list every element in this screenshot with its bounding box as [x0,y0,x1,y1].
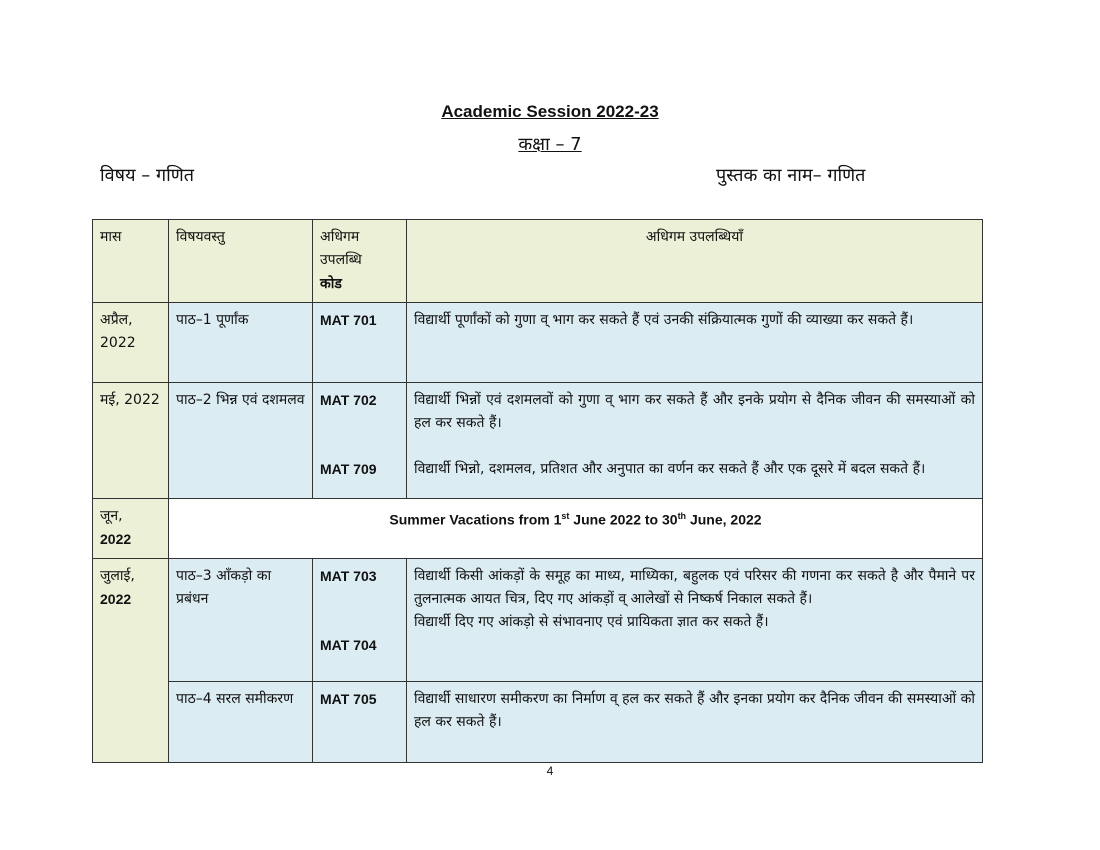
page-number: 4 [546,764,554,778]
code-value: MAT 703 [320,568,377,584]
month-cell: मई, 2022 [93,383,169,499]
month-year: 2022 [100,335,136,351]
content-cell: पाठ–3 आँकड़ो का प्रबंधन [169,559,313,682]
content-cell: पाठ–4 सरल समीकरण [169,682,313,763]
table-row [93,682,983,763]
month-cell [93,559,169,763]
outcome-cell: विद्यार्थी साधारण समीकरण का निर्माण व् हल कर सकते हैं और इनका प्रयोग कर दैनिक जीवन की समस्याओं को हल कर सकते हैं। [407,682,983,763]
table-row [93,383,983,499]
month-name: जुलाई, [100,568,135,584]
content-cell: पाठ–1 पूर्णांक [169,303,313,383]
header-code [313,220,407,303]
table-row [93,303,983,383]
header-code-line1: अधिगम [320,229,360,245]
header-code-line3: कोड [320,275,342,291]
code-value: MAT 709 [320,461,377,477]
month-cell [93,303,169,383]
content-cell: पाठ–2 भिन्न एवं दशमलव [169,383,313,499]
table-row [93,559,983,682]
code-cell: MAT 705 [313,682,407,763]
outcome-text: विद्यार्थी भिन्नो, दशमलव, प्रतिशत और अनुपात का वर्णन कर सकते हैं और एक दूसरे में बदल सकते हैं। [414,461,926,477]
code-cell [313,559,407,682]
syllabus-table [92,219,983,763]
header-code-line2: उपलब्धि [320,252,362,268]
outcome-cell: विद्यार्थी पूर्णांकों को गुणा व् भाग कर सकते हैं एवं उनकी संक्रियात्मक गुणों की व्याख्या कर सकते हैं। [407,303,983,383]
header-month: मास [93,220,169,303]
table-header-row [93,220,983,303]
summer-vacation-notice: Summer Vacations from 1st June 2022 to 30th June, 2022 [169,499,983,559]
month-name: जून, [100,508,123,524]
header-outcomes: अधिगम उपलब्धियाँ [407,220,983,303]
month-name: अप्रैल, [100,312,133,328]
code-cell: MAT 701 [313,303,407,383]
subject-label: विषय – गणित [100,165,195,186]
table-row [93,499,983,559]
outcome-text: विद्यार्थी किसी आंकड़ों के समूह का माध्य, माध्यिका, बहुलक एवं परिसर की गणना कर सकते है और पैमाने पर तुलनात्मक आयत चित्र, दिए गए आंकड़ों व् आलेखों से निष्कर्ष निकाल सकते हैं। [414,568,975,607]
session-title: Academic Session 2022-23 [441,102,659,121]
month-cell [93,499,169,559]
month-year: 2022 [100,591,132,607]
outcome-text: विद्यार्थी भिन्नों एवं दशमलवों को गुणा व् भाग कर सकते हैं और इनके प्रयोग से दैनिक जीवन की समस्याओं को हल कर सकते हैं। [414,392,975,431]
outcome-text: विद्यार्थी दिए गए आंकड़ो से संभावनाए एवं प्रायिकता ज्ञात कर सकते हैं। [414,614,769,630]
outcome-cell [407,559,983,682]
header-content: विषयवस्तु [169,220,313,303]
class-heading: कक्षा – 7 [518,134,582,155]
code-cell [313,383,407,499]
code-value: MAT 702 [320,392,377,408]
month-year: 2022 [100,531,132,547]
outcome-cell [407,383,983,499]
book-name-label: पुस्तक का नाम– गणित [716,165,866,186]
code-value: MAT 704 [320,637,377,653]
